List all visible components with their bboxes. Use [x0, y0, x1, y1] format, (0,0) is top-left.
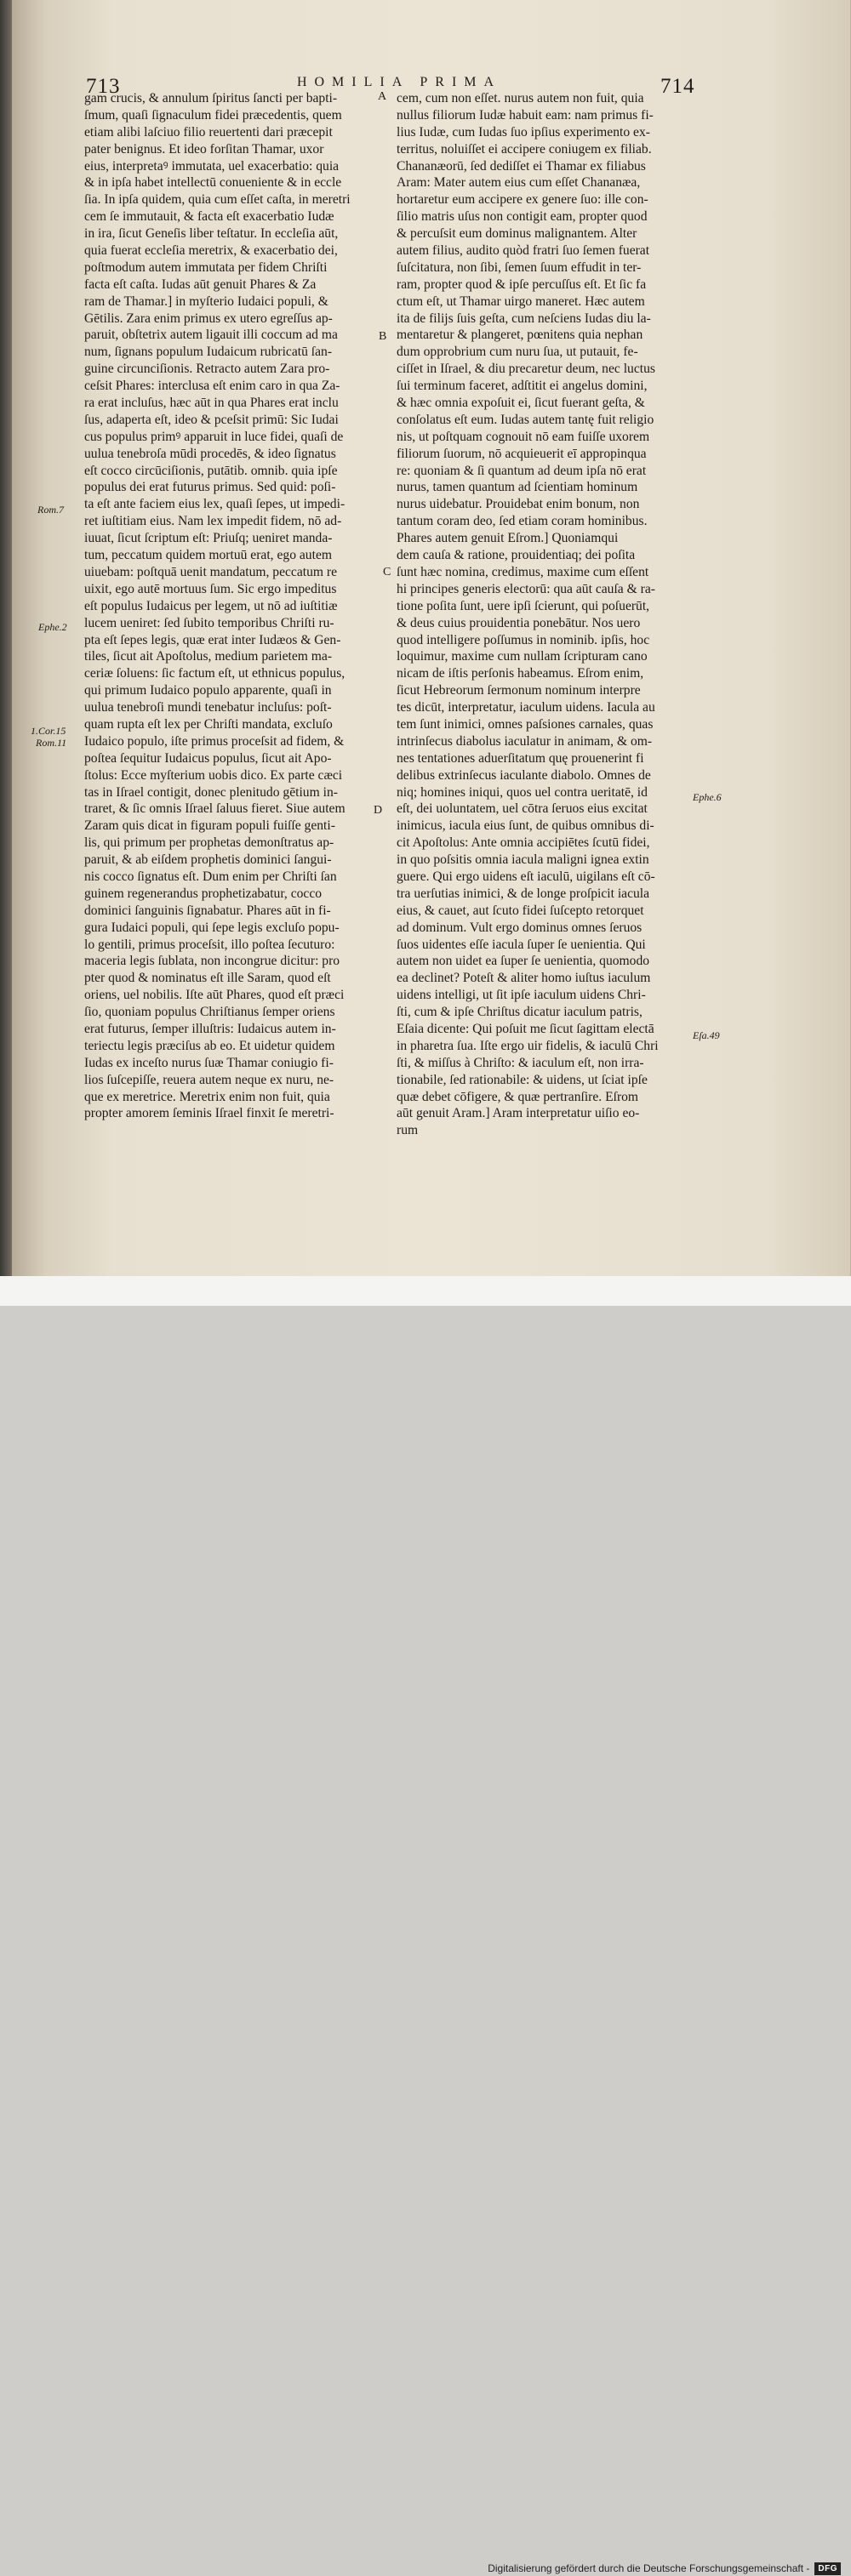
left-column-line: paruit, & ab eiſdem prophetis dominici ſangui- [84, 852, 332, 868]
left-column-line: ra erat incluſus, hæc aūt in qua Phares erat inclu [84, 396, 339, 411]
left-column-line: lis, qui primum per prophetas demonſtratus ap- [84, 835, 334, 851]
left-column-line: ſio, quoniam populus Chriſtianus ſemper oriens [84, 1005, 335, 1020]
left-column-line: ſtolus: Ecce myſterium uobis dico. Ex parte cæci [84, 767, 343, 783]
right-column-line: delibus extrinſecus iaculante diabolo. Omnes de [397, 767, 651, 783]
left-column-line: ram de Thamar.] in myſterio Iudaici populi, & [84, 294, 328, 309]
left-column-line: ſus, adaperta eſt, ideo & pceſsit primū: Sic Iudai [84, 412, 339, 427]
margin-note-ephe6: Ephe.6 [693, 791, 722, 803]
left-column-line: nis cocco ſignatus eſt. Dum enim per Chriſti ſan [84, 869, 337, 884]
left-column-line: eſt cocco circūciſionis, putātib. omnib. quia ipſe [84, 463, 338, 478]
right-column-line: nes tentationes aduerſitatum quę prouenerint fi [397, 750, 644, 766]
right-column-line: tione poſita ſunt, uere ipſi ſcierunt, qui poſuerūt, [397, 598, 650, 613]
right-column-line: quod intelligere poſſumus in nominib. ipſis, hoc [397, 632, 650, 647]
left-column-line: ta eſt ante faciem eius lex, quaſi ſepes, ut impedi- [84, 497, 346, 512]
right-column-line: tionabile, ſed rationabile: & uidens, ut ſciat ipſe [397, 1072, 648, 1087]
right-column-line: Chananæorū, ſed dediſſet ei Thamar ex filiabus [397, 158, 646, 174]
right-column-line: aūt genuit Aram.] Aram interpretatur uiſio eo- [397, 1106, 640, 1121]
right-column-line: ad dominum. Vult ergo dominus omnes ſeruos [397, 920, 643, 935]
right-column-line: autem filius, audito quòd fratri ſuo ſemen fuerat [397, 243, 650, 259]
right-column-line: in quo poſsitis omnia iacula maligni ignea extin [397, 852, 649, 868]
left-column-line: qui primum Iudaico populo apparente, quaſi in [84, 683, 332, 698]
right-column-line: nis, ut poſtquam cognouit nō eam fuiſſe uxorem [397, 429, 650, 444]
section-letter-c: C [383, 566, 391, 578]
right-column-line: loquimur, maxime cum nullam ſcripturam cano [397, 649, 648, 664]
right-column-line: tem ſunt inimici, omnes paſsiones carnales, quas [397, 716, 654, 732]
right-column-line: & deus cuius prouidentia ponebātur. Nos uero [397, 615, 641, 630]
book-page [12, 0, 851, 1276]
left-column-line: cus populus primꝰ apparuit in luce fidei, quaſi de [84, 429, 344, 444]
right-column-line: ſunt hæc nomina, credimus, maxime cum eſſent [397, 564, 649, 579]
left-column-line: lios ſuſcepiſſe, reuera autem neque ex nuru, ne- [84, 1072, 334, 1087]
right-column-line: ctum eſt, ut Thamar uirgo maneret. Hæc autem [397, 294, 645, 309]
right-column-line: & percuſsit eum dominus malignantem. Alter [397, 226, 637, 242]
left-column-line: pater benignus. Et ideo forſitan Thamar, uxor [84, 141, 324, 157]
left-column-line: cem ſe immutauit, & facta eſt exacerbatio Iudæ [84, 209, 334, 225]
right-column-line: eius, & cauet, aut ſcuto fidei ſuſcepto retorquet [397, 903, 644, 918]
left-column-line: guinem regenerandus prophetizabatur, cocco [84, 886, 323, 901]
left-column-line: lo gentili, primus proceſsit, illo poſtea ſecuturo: [84, 937, 335, 952]
right-column-line: ſilio matris uſus non contigit eam, propter quod [397, 209, 648, 225]
right-column-line: conſolatus eſt eum. Iudas autem tantę fuit religio [397, 412, 654, 427]
right-column-line: intrinſecus diabolus iaculatur in animam, & om- [397, 733, 653, 749]
text-column-right [397, 90, 699, 1139]
right-column-line: guere. Qui ergo uidens eſt iaculū, uigilans eſt cō- [397, 869, 655, 884]
left-column-line: & in ipſa habet intellectū conueniente & in eccle [84, 175, 342, 191]
right-column-line: re: quoniam & ſi quantum ad deum ipſa nō erat [397, 463, 647, 478]
left-column-line: populus dei erat futurus primus. Sed quid: poſi- [84, 480, 336, 495]
right-column-line: ea declinet? Poteſt & aliter homo iuſtus iaculum [397, 971, 651, 986]
left-column-line: paruit, obſtetrix autem ligauit illi coccum ad ma [84, 328, 338, 343]
left-column-line: uulua tenebroſi mundi tenebatur incluſus: poſt- [84, 700, 332, 715]
page-number-left: 713 [86, 75, 121, 98]
right-column-line: lius Iudæ, cum Iudas ſuo ipſius experimento ex- [397, 124, 650, 140]
left-column-line: ſia. In ipſa quidem, quia cum eſſet caſta, in meretri [84, 192, 351, 208]
right-column-line: hi principes generis electorū: qua aūt cauſa & ra- [397, 581, 655, 596]
footer-credit-text: Digitalisierung gefördert durch die Deutsche Forschungsgemeinschaft - [488, 2562, 810, 2574]
right-column-line: ſti, cum & ipſe Chriſtus dicatur iaculum patris, [397, 1005, 643, 1020]
left-column-line: num, ſignans populum Iudaicum rubricatū ſan- [84, 345, 333, 360]
left-column-line: ceſsit Phares: interclusa eſt enim caro in qua Za- [84, 379, 340, 394]
right-column-line: ſui terminum faceret, adſtitit ei angelus domini, [397, 379, 648, 394]
left-column-line: quam rupta eſt lex per Chriſti mandata, excluſo [84, 716, 333, 732]
margin-note-esa49: Eſa.49 [693, 1029, 720, 1041]
right-column-line: filiorum ſuorum, nō acquieuerit eī appropinqua [397, 446, 647, 461]
left-column-line: lucem ueniret: ſed ſubito temporibus Chriſti ru- [84, 615, 334, 630]
left-column-line: gam crucis, & annulum ſpiritus ſancti per bapti- [84, 91, 338, 105]
right-column-line: nurus, tamen quantum ad ſcientiam hominum [397, 480, 638, 495]
margin-note-rom7: Rom.7 [37, 504, 64, 516]
right-column-line: ram, propter quod & ipſe percuſſus eſt. Et ſic fa [397, 276, 647, 292]
page-bottom-strip [0, 1276, 851, 2574]
left-column-line: guine circunciſionis. Retracto autem Zara pro- [84, 362, 330, 377]
left-column-line: Gētilis. Zara enim primus ex utero egreſſus ap- [84, 311, 333, 326]
section-letter-d: D [374, 804, 383, 817]
right-column-line: tes dicūt, interpretatur, iaculum uidens. Iacula au [397, 700, 655, 715]
left-column-line: quia fuerat eccleſia meretrix, & exacerbatio dei, [84, 243, 338, 259]
right-column-line: ſuos uidentes eſſe iacula ſuper ſe uenientia. Qui [397, 937, 646, 952]
right-column-line: cit Apoſtolus: Ante omnia accipiētes ſcutū fidei, [397, 835, 650, 851]
left-column-line: poſtmodum autem immutata per fidem Chriſti [84, 259, 328, 275]
text-column-left [84, 90, 386, 1122]
left-column-line: erat futurus, ſemper illuſtris: Iudaicus autem in- [84, 1021, 336, 1036]
left-column-line: gura Iudaici populi, qui ſepe legis excluſo popu- [84, 920, 340, 935]
right-column-line: quæ debet cōfigere, & quæ pertranſire. Eſrom [397, 1089, 639, 1104]
left-column-line: pter quod & nominatus eſt ille Saram, quod eſt [84, 971, 331, 986]
page-number-right: 714 [660, 75, 695, 98]
section-letter-b: B [379, 330, 387, 343]
left-column-line: ſmum, quaſi ſignaculum fidei præcedentis, quem [84, 107, 342, 123]
right-column-line: nurus uidebatur. Prouidebat enim bonum, non [397, 497, 640, 512]
right-column-line: niq; homines iniqui, quos uel contra ueritatē, id [397, 784, 648, 800]
left-column-line: ret iuſtitiam eius. Nam lex impedit fidem, nō ad- [84, 514, 342, 529]
right-column-line: dem cauſa & ratione, prouidentiaq; dei poſita [397, 548, 636, 563]
right-column-line: uidens intelligi, ut ſit ipſe iaculum uidens Chri- [397, 988, 646, 1003]
margin-note-rom11: Rom.11 [36, 737, 67, 749]
left-column-line: eſt populus Iudaicus per legem, ut nō ad iuſtitiæ [84, 598, 338, 613]
right-column-line: nicam de iſtis perſonis habeamus. Eſrom enim, [397, 666, 644, 681]
right-column-line: ſicut Hebreorum ſermonum nominum interpre [397, 683, 641, 698]
right-column-line: rum [397, 1123, 419, 1138]
left-column-line: Zaram quis dicat in figuram populi fuiſſe genti- [84, 818, 335, 834]
left-column-line: maceria legis ſublata, non incongrue dicitur: pro [84, 954, 340, 969]
right-column-line: ita de filijs ſuis geſta, cum neſciens Iudas diu la- [397, 311, 651, 326]
right-column-line: cem, cum non eſſet. nurus autem non fuit, quia [397, 91, 644, 105]
right-column-line: tantum coram deo, ſed etiam coram hominibus. [397, 514, 648, 529]
left-column-line: iuuat, ſicut ſcriptum eſt: Priuſq; ueniret manda- [84, 531, 333, 546]
left-column-line: que ex meretrice. Meretrix enim non fuit, quia [84, 1089, 330, 1104]
left-column-line: tum, peccatum quidem mortuū erat, ego autem [84, 548, 332, 563]
right-column-line: Eſaia dicente: Qui poſuit me ſicut ſagittam electā [397, 1021, 654, 1036]
section-letter-a: A [378, 90, 387, 103]
margin-note-cor15: 1.Cor.15 [31, 725, 66, 737]
right-column-line: dum opprobrium cum nuru ſua, ut putauit, fe- [397, 345, 638, 360]
left-column-line: oriens, uel nobilis. Iſte aūt Phares, quod eſt præci [84, 988, 345, 1003]
left-column-line: propter amorem ſeminis Iſrael finxit ſe meretri- [84, 1106, 334, 1121]
dfg-logo: DFG [814, 2562, 841, 2575]
right-column-line: inimicus, iacula eius ſunt, de quibus omnibus di- [397, 818, 654, 834]
right-column-line: Phares autem genuit Eſrom.] Quoniamqui [397, 531, 619, 546]
right-column-line: hortaretur eum accipere ex genere ſuo: ille con- [397, 192, 648, 208]
left-column-line: teriectu legis præciſus ab eo. Et uidetur quidem [84, 1038, 335, 1053]
left-column-line: uiuebam: poſtquā uenit mandatum, peccatum re [84, 564, 338, 579]
footer-credit [488, 2561, 841, 2576]
left-column-line: dominici ſanguinis ſignabatur. Phares aūt in fi- [84, 903, 331, 918]
right-column-line: territus, noluiſſet ei accipere coniugem ex filiab. [397, 141, 652, 157]
left-column-line: eius, interpretaꝰ immutata, uel exacerbatio: quia [84, 158, 340, 174]
right-column-line: ciſſet in Iſrael, & diu precaretur deum, nec luctus [397, 362, 655, 377]
left-column-line: etiam alibi laſciuo filio reuertenti dari præcepit [84, 124, 333, 140]
right-column-line: ſti, & miſſus à Chriſto: & iaculum eſt, non irra- [397, 1055, 644, 1070]
right-column-line: tra uerſutias inimici, & de longe proſpicit iacula [397, 886, 650, 901]
right-column-line: mentaretur & plangeret, pœnitens quia nephan [397, 328, 643, 343]
right-column-line: eſt, dei uoluntatem, uel cōtra ſeruos eius excitat [397, 801, 648, 817]
right-column-line: autem non uidet ea ſuper ſe uenientia, quomodo [397, 954, 650, 969]
right-column-line: in pharetra ſua. Iſte ergo uir fidelis, & iaculū Chri [397, 1038, 659, 1053]
left-column-line: pta eſt ſepes legis, quæ erat inter Iudæos & Gen- [84, 632, 341, 647]
left-column-line: traret, & ſic omnis Iſrael ſaluus fieret. Siue autem [84, 801, 346, 817]
left-column-line: uixit, ego autē mortuus ſum. Sic ergo impeditus [84, 581, 337, 596]
left-column-line: ceriæ ſoluens: ſic factum eſt, ut ethnicus populus, [84, 666, 346, 681]
right-column-line: nullus filiorum Iudæ habuit eam: nam primus fi- [397, 107, 654, 123]
left-column-line: tas in Iſrael contigit, donec plenitudo gētium in- [84, 784, 338, 800]
right-column-line: & hæc omnia expoſuit ei, ſicut fuerant geſta, & [397, 396, 645, 411]
left-column-line: Iudaico populo, iſte primus proceſsit ad fidem, & [84, 733, 345, 749]
left-column-line: uulua tenebroſa mūdi procedēs, & ideo ſignatus [84, 446, 336, 461]
left-column-line: facta eſt caſta. Iudas aūt genuit Phares & Za [84, 276, 317, 292]
right-column-line: Aram: Mater autem eius cum eſſet Chananæa, [397, 175, 641, 191]
left-column-line: tiles, ſicut ait Apoſtolus, medium parietem ma- [84, 649, 333, 664]
margin-note-ephe2: Ephe.2 [38, 621, 67, 633]
left-column-line: poſtea ſequitur Iudaicus populus, ſicut ait Apo- [84, 750, 332, 766]
left-column-line: in ira, ſicut Geneſis liber teſtatur. In eccleſia aūt, [84, 226, 339, 242]
right-column-line: ſuſcitatura, non ſibi, ſemen ſuum effudit in ter- [397, 259, 642, 275]
left-column-line: Iudas ex inceſto nurus ſuæ Thamar coniugio fi- [84, 1055, 334, 1070]
running-head: HOMILIA PRIMA [296, 75, 502, 89]
